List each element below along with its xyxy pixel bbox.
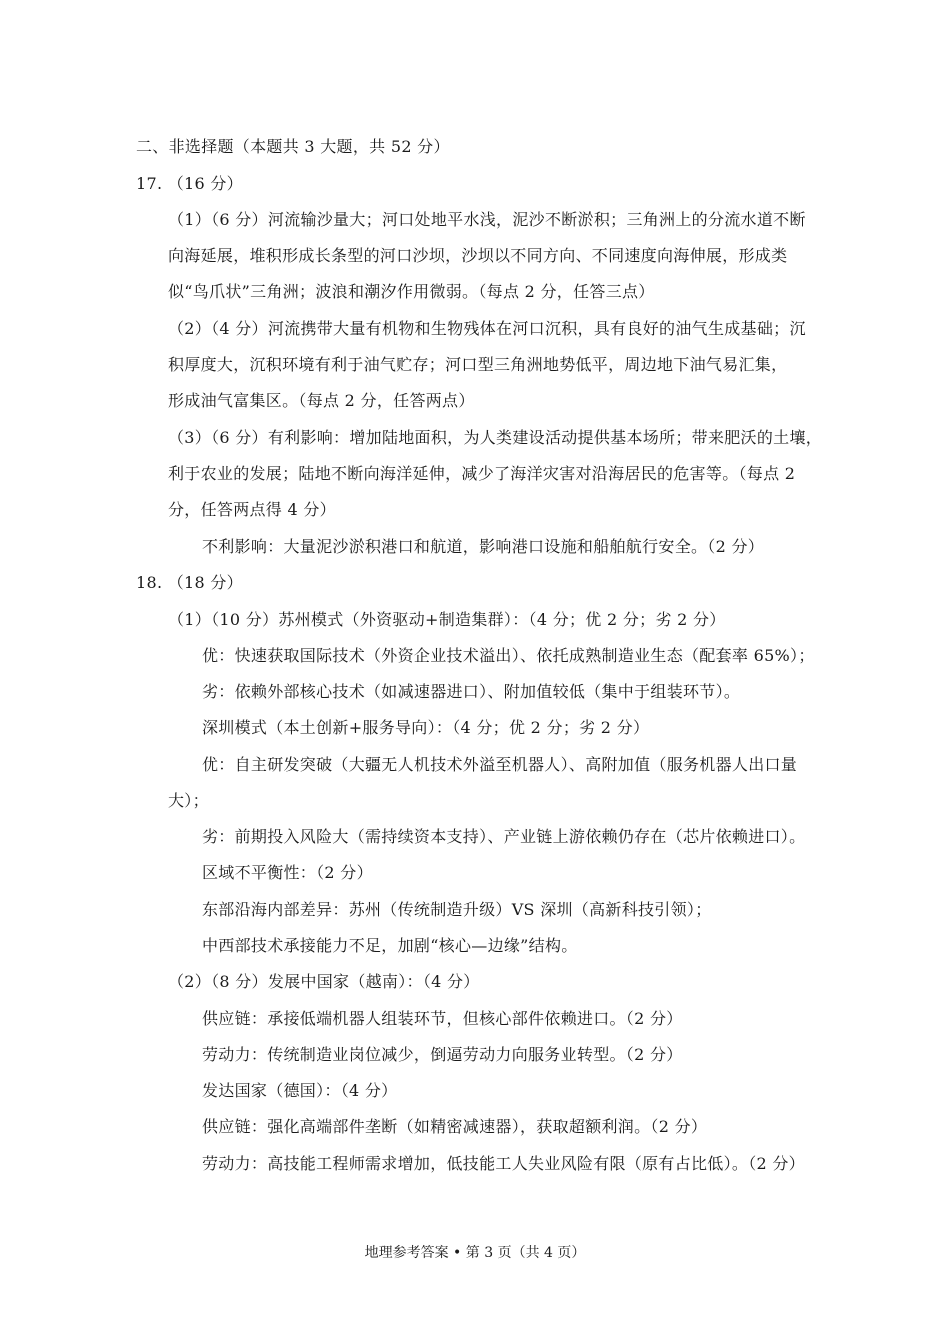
q18-shenzhen-pro-line2: 大）； xyxy=(168,791,209,810)
q18-part2-header: （2）（8 分）发展中国家（越南）：（4 分） xyxy=(168,972,480,991)
q18-suzhou-con: 劣：依赖外部核心技术（如减速器进口）、附加值较低（集中于组装环节）。 xyxy=(202,682,741,701)
q17-part2-line1: （2）（4 分）河流携带大量有机物和生物残体在河口沉积，具有良好的油气生成基础；沉 xyxy=(168,319,806,338)
q18-part1-header: （1）（10 分）苏州模式（外资驱动+制造集群）：（4 分；优 2 分；劣 2 分） xyxy=(168,610,726,629)
q18-shenzhen-con: 劣：前期投入风险大（需持续资本支持）、产业链上游依赖仍存在（芯片依赖进口）。 xyxy=(202,827,806,846)
q18-imbalance-line2: 中西部技术承接能力不足，加剧“核心—边缘”结构。 xyxy=(202,936,578,955)
q17-part1-line3: 似“鸟爪状”三角洲；波浪和潮汐作用微弱。（每点 2 分，任答三点） xyxy=(168,282,655,301)
question-18-header: 18. （18 分） xyxy=(136,573,243,592)
q18-germany-header: 发达国家（德国）：（4 分） xyxy=(202,1081,398,1100)
q18-shenzhen-header: 深圳模式（本土创新+服务导向）：（4 分；优 2 分；劣 2 分） xyxy=(202,718,650,737)
q17-part3-line2: 利于农业的发展；陆地不断向海洋延伸，减少了海洋灾害对沿海居民的危害等。（每点 2 xyxy=(168,464,796,483)
q17-part1-line2: 向海延展，堆积形成长条型的河口沙坝，沙坝以不同方向、不同速度向海伸展，形成类 xyxy=(168,246,788,265)
q17-part1-line1: （1）（6 分）河流输沙量大；河口处地平水浅，泥沙不断淤积；三角洲上的分流水道不断 xyxy=(168,210,806,229)
q18-imbalance-header: 区域不平衡性：（2 分） xyxy=(202,863,373,882)
page-footer: 地理参考答案 • 第 3 页（共 4 页） xyxy=(364,1245,586,1261)
q17-part2-line2: 积厚度大，沉积环境有利于油气贮存；河口型三角洲地势低平，周边地下油气易汇集， xyxy=(168,355,788,374)
q18-imbalance-line1: 东部沿海内部差异：苏州（传统制造升级）VS 深圳（高新科技引领）； xyxy=(202,900,712,919)
question-17-header: 17. （16 分） xyxy=(136,174,243,193)
q17-part3-line1: （3）（6 分）有利影响：增加陆地面积，为人类建设活动提供基本场所；带来肥沃的土壤， xyxy=(168,428,823,447)
q18-germany-labor: 劳动力：高技能工程师需求增加，低技能工人失业风险有限（原有占比低）。（2 分） xyxy=(202,1154,805,1173)
q18-vietnam-supply: 供应链：承接低端机器人组装环节，但核心部件依赖进口。（2 分） xyxy=(202,1009,683,1028)
q17-part3-line3: 分，任答两点得 4 分） xyxy=(168,500,336,519)
q17-part2-line3: 形成油气富集区。（每点 2 分，任答两点） xyxy=(168,391,475,410)
q17-part3-negative: 不利影响：大量泥沙淤积港口和航道，影响港口设施和船舶航行安全。（2 分） xyxy=(202,537,765,556)
q18-germany-supply: 供应链：强化高端部件垄断（如精密减速器），获取超额利润。（2 分） xyxy=(202,1117,708,1136)
section-title: 二、非选择题（本题共 3 大题，共 52 分） xyxy=(136,137,450,156)
q18-vietnam-labor: 劳动力：传统制造业岗位减少，倒逼劳动力向服务业转型。（2 分） xyxy=(202,1045,683,1064)
q18-suzhou-pro: 优：快速获取国际技术（外资企业技术溢出）、依托成熟制造业生态（配套率 65%）； xyxy=(202,646,815,665)
q18-shenzhen-pro-line1: 优：自主研发突破（大疆无人机技术外溢至机器人）、高附加值（服务机器人出口量 xyxy=(202,755,798,774)
